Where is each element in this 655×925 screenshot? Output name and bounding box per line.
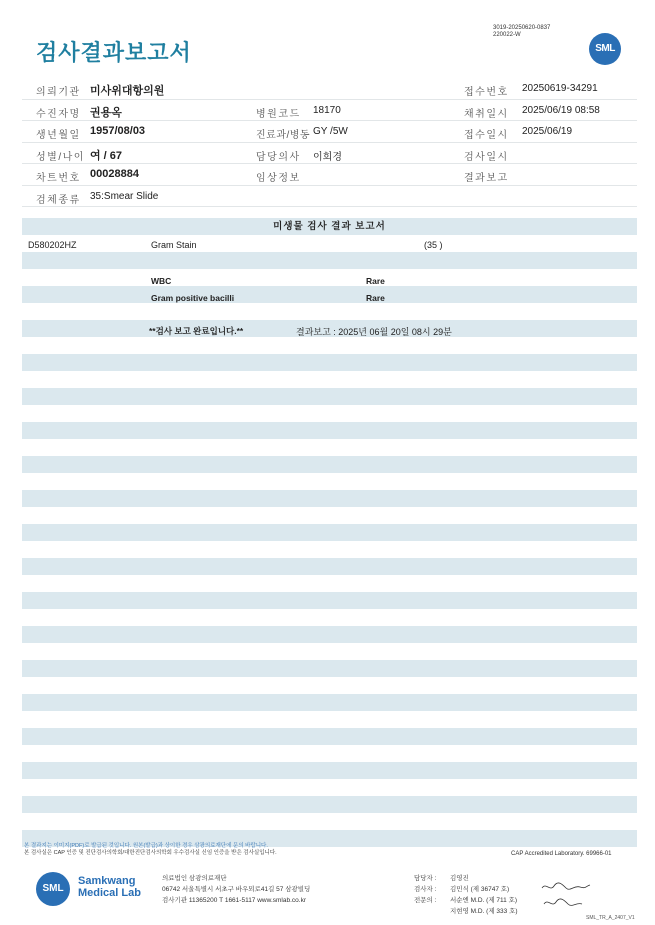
- chart-label: 차트번호: [36, 173, 81, 184]
- staff-label: 전문의 :: [414, 897, 437, 904]
- info-row: [22, 78, 637, 100]
- stripe: [22, 660, 637, 677]
- document-id-line1: 3019-20250620-0837: [493, 25, 551, 31]
- patient-value: 권용옥: [90, 106, 122, 119]
- cap-accreditation: CAP Accredited Laboratory. 69966-01: [511, 851, 612, 857]
- staff-value: 김민식 (제 36747 호): [450, 886, 510, 893]
- brand-line-2: Medical Lab: [78, 887, 141, 899]
- report-label: 결과보고: [464, 173, 509, 184]
- dob-value: 1957/08/03: [90, 125, 146, 137]
- result-name: WBC: [151, 276, 172, 286]
- dob-label: 생년월일: [36, 130, 81, 141]
- report-time: 결과보고 : 2025년 06월 20일 08시 29분: [296, 327, 452, 337]
- org-name: 의료법인 삼광의료재단: [162, 875, 227, 882]
- stripe: [22, 388, 637, 405]
- stripe: [22, 490, 637, 507]
- stripe: [22, 354, 637, 371]
- receipt-no-value: 20250619-34291: [522, 83, 598, 94]
- footer-note-2: 본 검사실은 CAP 인증 및 진단검사의학회/대한진단검사의학회 우수검사실 신임 인증을 받은 검사실입니다.: [24, 850, 277, 856]
- receive-label: 접수일시: [464, 130, 509, 141]
- brand-name: [78, 875, 141, 899]
- staff-value: 김영진: [450, 875, 469, 882]
- sml-logo: SML: [589, 33, 621, 65]
- test-number: (35 ): [424, 240, 443, 250]
- document-id-line2: 220022-W: [493, 32, 521, 38]
- address: 06742 서울특별시 서초구 바우뫼로41길 57 삼광빌딩: [162, 886, 311, 893]
- stripe: [22, 694, 637, 711]
- stripe: [22, 456, 637, 473]
- sex-age-value: 여 / 67: [90, 149, 123, 162]
- staff-value: 지현영 M.D. (제 333 호): [450, 908, 518, 915]
- page-title: 검사결과보고서: [36, 40, 192, 65]
- hospital-label: 의뢰기관: [36, 87, 81, 98]
- footer-notes: [24, 843, 277, 857]
- specimen-value: 35:Smear Slide: [90, 190, 159, 202]
- collect-label: 채취일시: [464, 108, 509, 120]
- result-value: Rare: [366, 293, 385, 303]
- stripe: [22, 558, 637, 575]
- sex-age-label: 성별/나이: [36, 151, 85, 163]
- hosp-code-label: 병원코드: [256, 108, 301, 120]
- test-name: Gram Stain: [151, 240, 197, 250]
- signatures-image: [540, 880, 592, 910]
- info-row: [22, 121, 637, 143]
- doctor-label: 담당의사: [256, 151, 301, 163]
- dept-label: 진료과/병동: [256, 130, 311, 141]
- stripe: [22, 252, 637, 269]
- hosp-code-value: 18170: [313, 104, 341, 116]
- stripe: [22, 728, 637, 745]
- staff-label: 담당자 :: [414, 875, 437, 882]
- completion-note: **검사 보고 완료입니다.**: [149, 326, 244, 336]
- result-name: Gram positive bacilli: [151, 293, 235, 303]
- sml-logo-footer: SML: [36, 872, 70, 906]
- test-date-label: 검사일시: [464, 151, 509, 163]
- report-title: 미생물 검사 결과 보고서: [273, 221, 386, 232]
- result-stripes: [22, 218, 637, 864]
- patient-info-table: [22, 78, 637, 207]
- receipt-no-label: 접수번호: [464, 87, 509, 98]
- info-row: [22, 164, 637, 186]
- brand-line-1: Samkwang: [78, 875, 136, 887]
- hospital-value: 미사위대항의원: [90, 85, 165, 97]
- stripe: [22, 796, 637, 813]
- dept-value: GY /5W: [313, 126, 348, 137]
- info-row: [22, 143, 637, 165]
- staff-value: 서순엔 M.D. (제 711 호): [450, 897, 518, 904]
- form-code: SML_TR_A_2407_V1: [586, 915, 635, 921]
- document-id: [493, 25, 550, 39]
- stripe: [22, 286, 637, 303]
- receive-value: 2025/06/19: [522, 126, 573, 137]
- stripe: [22, 762, 637, 779]
- stripe: [22, 626, 637, 643]
- result-value: Rare: [366, 276, 385, 286]
- test-code: D580202HZ: [28, 240, 77, 250]
- doctor-value: 이희경: [313, 151, 342, 163]
- specimen-label: 검체종류: [36, 194, 81, 206]
- info-row: [22, 186, 637, 208]
- footer-note-1: 본 결과지는 이미지(PDF)로 발급된 것입니다. 원본(발급)과 상이한 경우 삼광의료재단에 문의 바랍니다.: [24, 843, 268, 849]
- chart-value: 00028884: [90, 168, 139, 180]
- info-row: [22, 100, 637, 122]
- collect-value: 2025/06/19 08:58: [522, 104, 600, 116]
- patient-label: 수진자명: [36, 108, 81, 120]
- staff-label: 검사자 :: [414, 886, 437, 893]
- clinical-label: 임상정보: [256, 173, 301, 184]
- stripe: [22, 524, 637, 541]
- stripe: [22, 592, 637, 609]
- contact: 검사기관 11365200 T 1661-5117 www.smlab.co.kr: [162, 897, 306, 904]
- stripe: [22, 422, 637, 439]
- address-block: [162, 873, 310, 906]
